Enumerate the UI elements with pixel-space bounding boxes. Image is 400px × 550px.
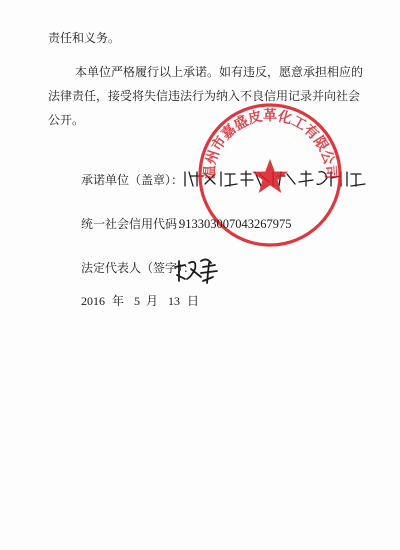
text-line: 公开。 [48,113,85,127]
date-year: 2016 [81,294,105,308]
seal-star-icon [252,159,288,193]
date-year-char: 年 [112,294,125,308]
credit-code-value: 913303007043267975 [179,217,292,231]
date-day-char: 日 [187,294,200,308]
handwritten-signature [173,255,219,287]
date-month: 5 [134,294,140,308]
date-day: 13 [168,294,180,308]
unit-label: 承诺单位（盖章）： [81,173,184,187]
text-line: 本单位严格履行以上承诺。如有违反，愿意承担相应的 [75,65,364,79]
text-line: 法律责任，接受将失信违法行为纳入不良信用记录并向社会 [48,89,361,103]
rep-label: 法定代表人（签字）： [81,261,196,275]
date-month-char: 月 [146,294,159,308]
text-line: 责任和义务。 [48,31,121,45]
seal-text: 温州市嘉盛皮革化工有限公司 [201,108,339,180]
credit-code-label: 统一社会信用代码： [81,217,190,231]
